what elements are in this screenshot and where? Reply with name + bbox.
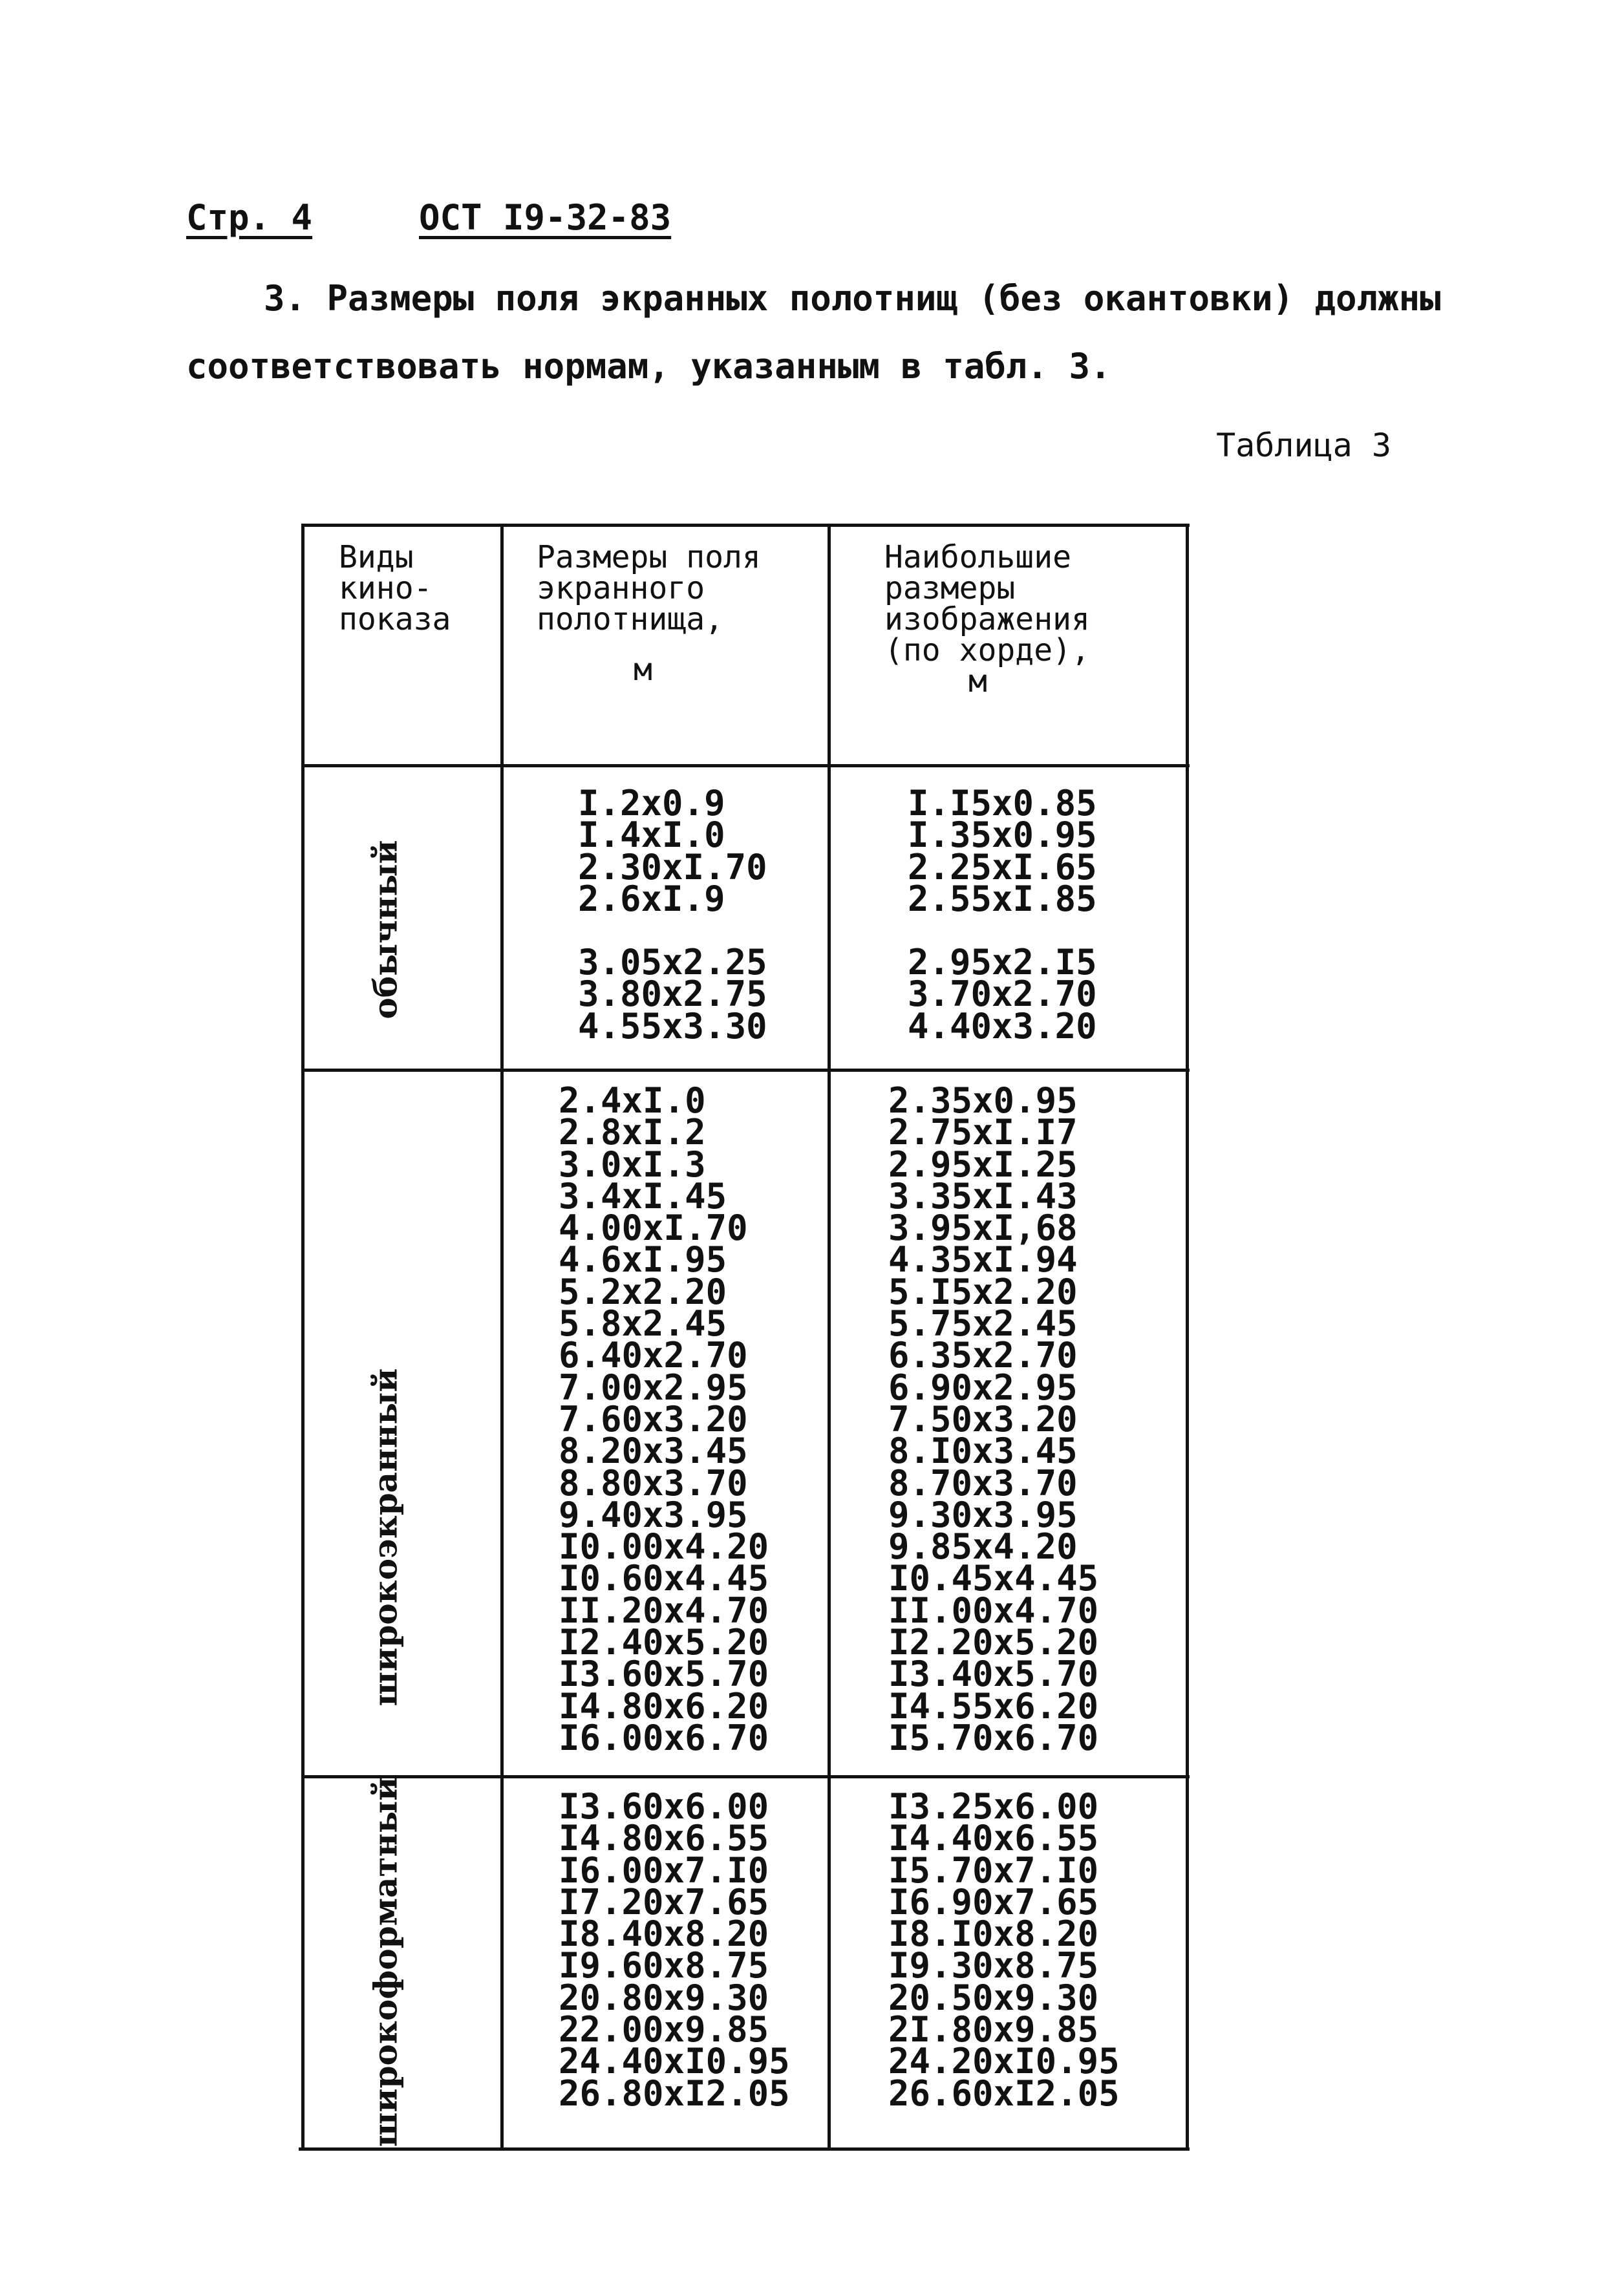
paragraph-line-2: соответствовать нормам, указанным в табл. 3. [186,346,1111,387]
value-cell: 2.4xI.0 [559,1080,706,1121]
value-cell: 20.50x9.30 [888,1977,1099,2018]
value-cell: I4.80x6.55 [559,1818,769,1859]
value-cell: I4.55x6.20 [888,1685,1099,1727]
standard-code: ОСТ I9-32-83 [419,197,672,238]
value-cell: I3.40x5.70 [888,1654,1099,1695]
value-cell: 5.2x2.20 [559,1271,727,1312]
header-screen-line: полотнища, [537,601,723,637]
header-screen-size [537,539,761,688]
value-cell: 8.80x3.70 [559,1462,748,1504]
group-label-ordinary: обычный [366,840,405,1019]
value-cell: 24.40xI0.95 [559,2041,790,2082]
value-cell: 3.0xI.3 [559,1144,706,1185]
value-cell: I.35x0.95 [908,815,1097,856]
header-type-line: показа [339,601,451,637]
value-cell: 6.40x2.70 [559,1335,748,1376]
value-cell: 24.20xI0.95 [888,2041,1120,2082]
header-image-line: размеры [884,570,1016,606]
table-rule-group-2 [301,1775,1190,1778]
header-image-unit: м [968,663,987,699]
header-screen-line: экранного [537,570,705,606]
value-cell: I6.00x6.70 [559,1717,769,1758]
page-number: Стр. 4 [186,197,313,238]
value-cell: 3.70x2.70 [908,974,1097,1015]
header-image-line: Наибольшие [884,539,1071,575]
value-cell: I9.30x8.75 [888,1945,1099,1987]
value-cell: I0.45x4.45 [888,1558,1099,1599]
value-cell: 3.35xI.43 [888,1175,1078,1217]
value-cell: 5.I5x2.20 [888,1271,1078,1312]
value-cell: I.4xI.0 [578,815,725,856]
value-cell: 2.25xI.65 [908,846,1097,888]
table-rule-group-1 [301,1069,1190,1072]
value-cell: 4.55x3.30 [578,1005,767,1047]
value-cell: 7.50x3.20 [888,1398,1078,1440]
table-rule-left [301,524,304,2151]
value-cell: 4.00xI.70 [559,1208,748,1249]
value-cell: 7.00x2.95 [559,1367,748,1408]
value-cell: 4.6xI.95 [559,1239,727,1281]
value-cell: 5.75x2.45 [888,1303,1078,1345]
paragraph-line-1: 3. Размеры поля экранных полотнищ (без окантовки) должны [264,278,1441,319]
page-header [186,197,671,238]
value-cell: I0.00x4.20 [559,1526,769,1568]
value-cell: 9.30x3.95 [888,1494,1078,1535]
value-cell: 3.80x2.75 [578,974,767,1015]
value-cell: I7.20x7.65 [559,1881,769,1923]
header-screen-line: Размеры поля [537,539,761,575]
table-rule-col-2 [828,524,831,2151]
value-cell: 3.05x2.25 [578,942,767,983]
value-cell: 26.60xI2.05 [888,2072,1120,2114]
value-cell: I3.60x6.00 [559,1786,769,1827]
value-cell: 3.95xI,68 [888,1208,1078,1249]
value-cell: I9.60x8.75 [559,1945,769,1987]
value-cell: 3.4xI.45 [559,1175,727,1217]
value-cell: I.2x0.9 [578,783,725,824]
table-rule-right [1186,524,1189,2151]
value-cell: 9.40x3.95 [559,1494,748,1535]
table-rule-bottom [299,2147,1190,2151]
value-cell: 7.60x3.20 [559,1398,748,1440]
value-cell: 2.95xI.25 [888,1144,1078,1185]
value-cell: I6.00x7.I0 [559,1849,769,1891]
value-cell: 2.8xI.2 [559,1112,706,1153]
value-cell: 6.90x2.95 [888,1367,1078,1408]
header-image-line: (по хорде), [884,632,1090,668]
table-caption: Таблица 3 [1216,427,1391,464]
table-rule-header [301,764,1190,767]
value-cell: 4.40x3.20 [908,1005,1097,1047]
group-wideformat-image [888,1786,1120,2114]
value-cell: 2.30xI.70 [578,846,767,888]
value-cell: I0.60x4.45 [559,1558,769,1599]
value-cell: 2.35x0.95 [888,1080,1078,1121]
header-screen-unit: м [634,652,652,688]
value-cell: 26.80xI2.05 [559,2072,790,2114]
header-image-line: изображения [884,601,1090,637]
header-type-line: кино- [339,570,433,606]
value-cell: I6.90x7.65 [888,1881,1099,1923]
table-rule-col-1 [500,524,504,2151]
value-cell: 2I.80x9.85 [888,2009,1099,2051]
group-ordinary-image [908,783,1097,1047]
group-widescreen-screen [559,1080,769,1758]
value-cell: I.I5x0.85 [908,783,1097,824]
value-cell: I4.40x6.55 [888,1818,1099,1859]
group-label-wideformat: широкоформатный [366,1776,405,2147]
value-cell: II.20x4.70 [559,1590,769,1631]
value-cell: 5.8x2.45 [559,1303,727,1345]
value-cell: I8.I0x8.20 [888,1913,1099,1955]
value-cell: 20.80x9.30 [559,1977,769,2018]
value-cell: 2.55xI.85 [908,878,1097,919]
group-ordinary-screen [578,783,767,1047]
value-cell: 2.6xI.9 [578,878,725,919]
value-cell: I8.40x8.20 [559,1913,769,1955]
value-cell: I3.60x5.70 [559,1654,769,1695]
value-cell: 9.85x4.20 [888,1526,1078,1568]
value-cell: I5.70x6.70 [888,1717,1099,1758]
table-rule-top [301,524,1190,527]
value-cell: 6.35x2.70 [888,1335,1078,1376]
value-cell: I4.80x6.20 [559,1685,769,1727]
value-cell: 8.20x3.45 [559,1431,748,1472]
value-cell: I5.70x7.I0 [888,1849,1099,1891]
screen-size-table [301,524,1190,2153]
value-cell: 2.95x2.I5 [908,942,1097,983]
value-cell: 4.35xI.94 [888,1239,1078,1281]
value-cell: I2.40x5.20 [559,1622,769,1663]
header-type-line: Виды [339,539,414,575]
value-cell: 22.00x9.85 [559,2009,769,2051]
value-cell: I2.20x5.20 [888,1622,1099,1663]
value-cell: 8.70x3.70 [888,1462,1078,1504]
value-cell: II.00x4.70 [888,1590,1099,1631]
group-widescreen-image [888,1080,1099,1758]
value-cell: 8.I0x3.45 [888,1431,1078,1472]
value-cell: I3.25x6.00 [888,1786,1099,1827]
group-label-widescreen: широкоэкранный [366,1368,405,1707]
header-type [339,539,451,637]
group-wideformat-screen [559,1786,790,2114]
value-cell: 2.75xI.I7 [888,1112,1078,1153]
header-image-size [884,539,1090,699]
